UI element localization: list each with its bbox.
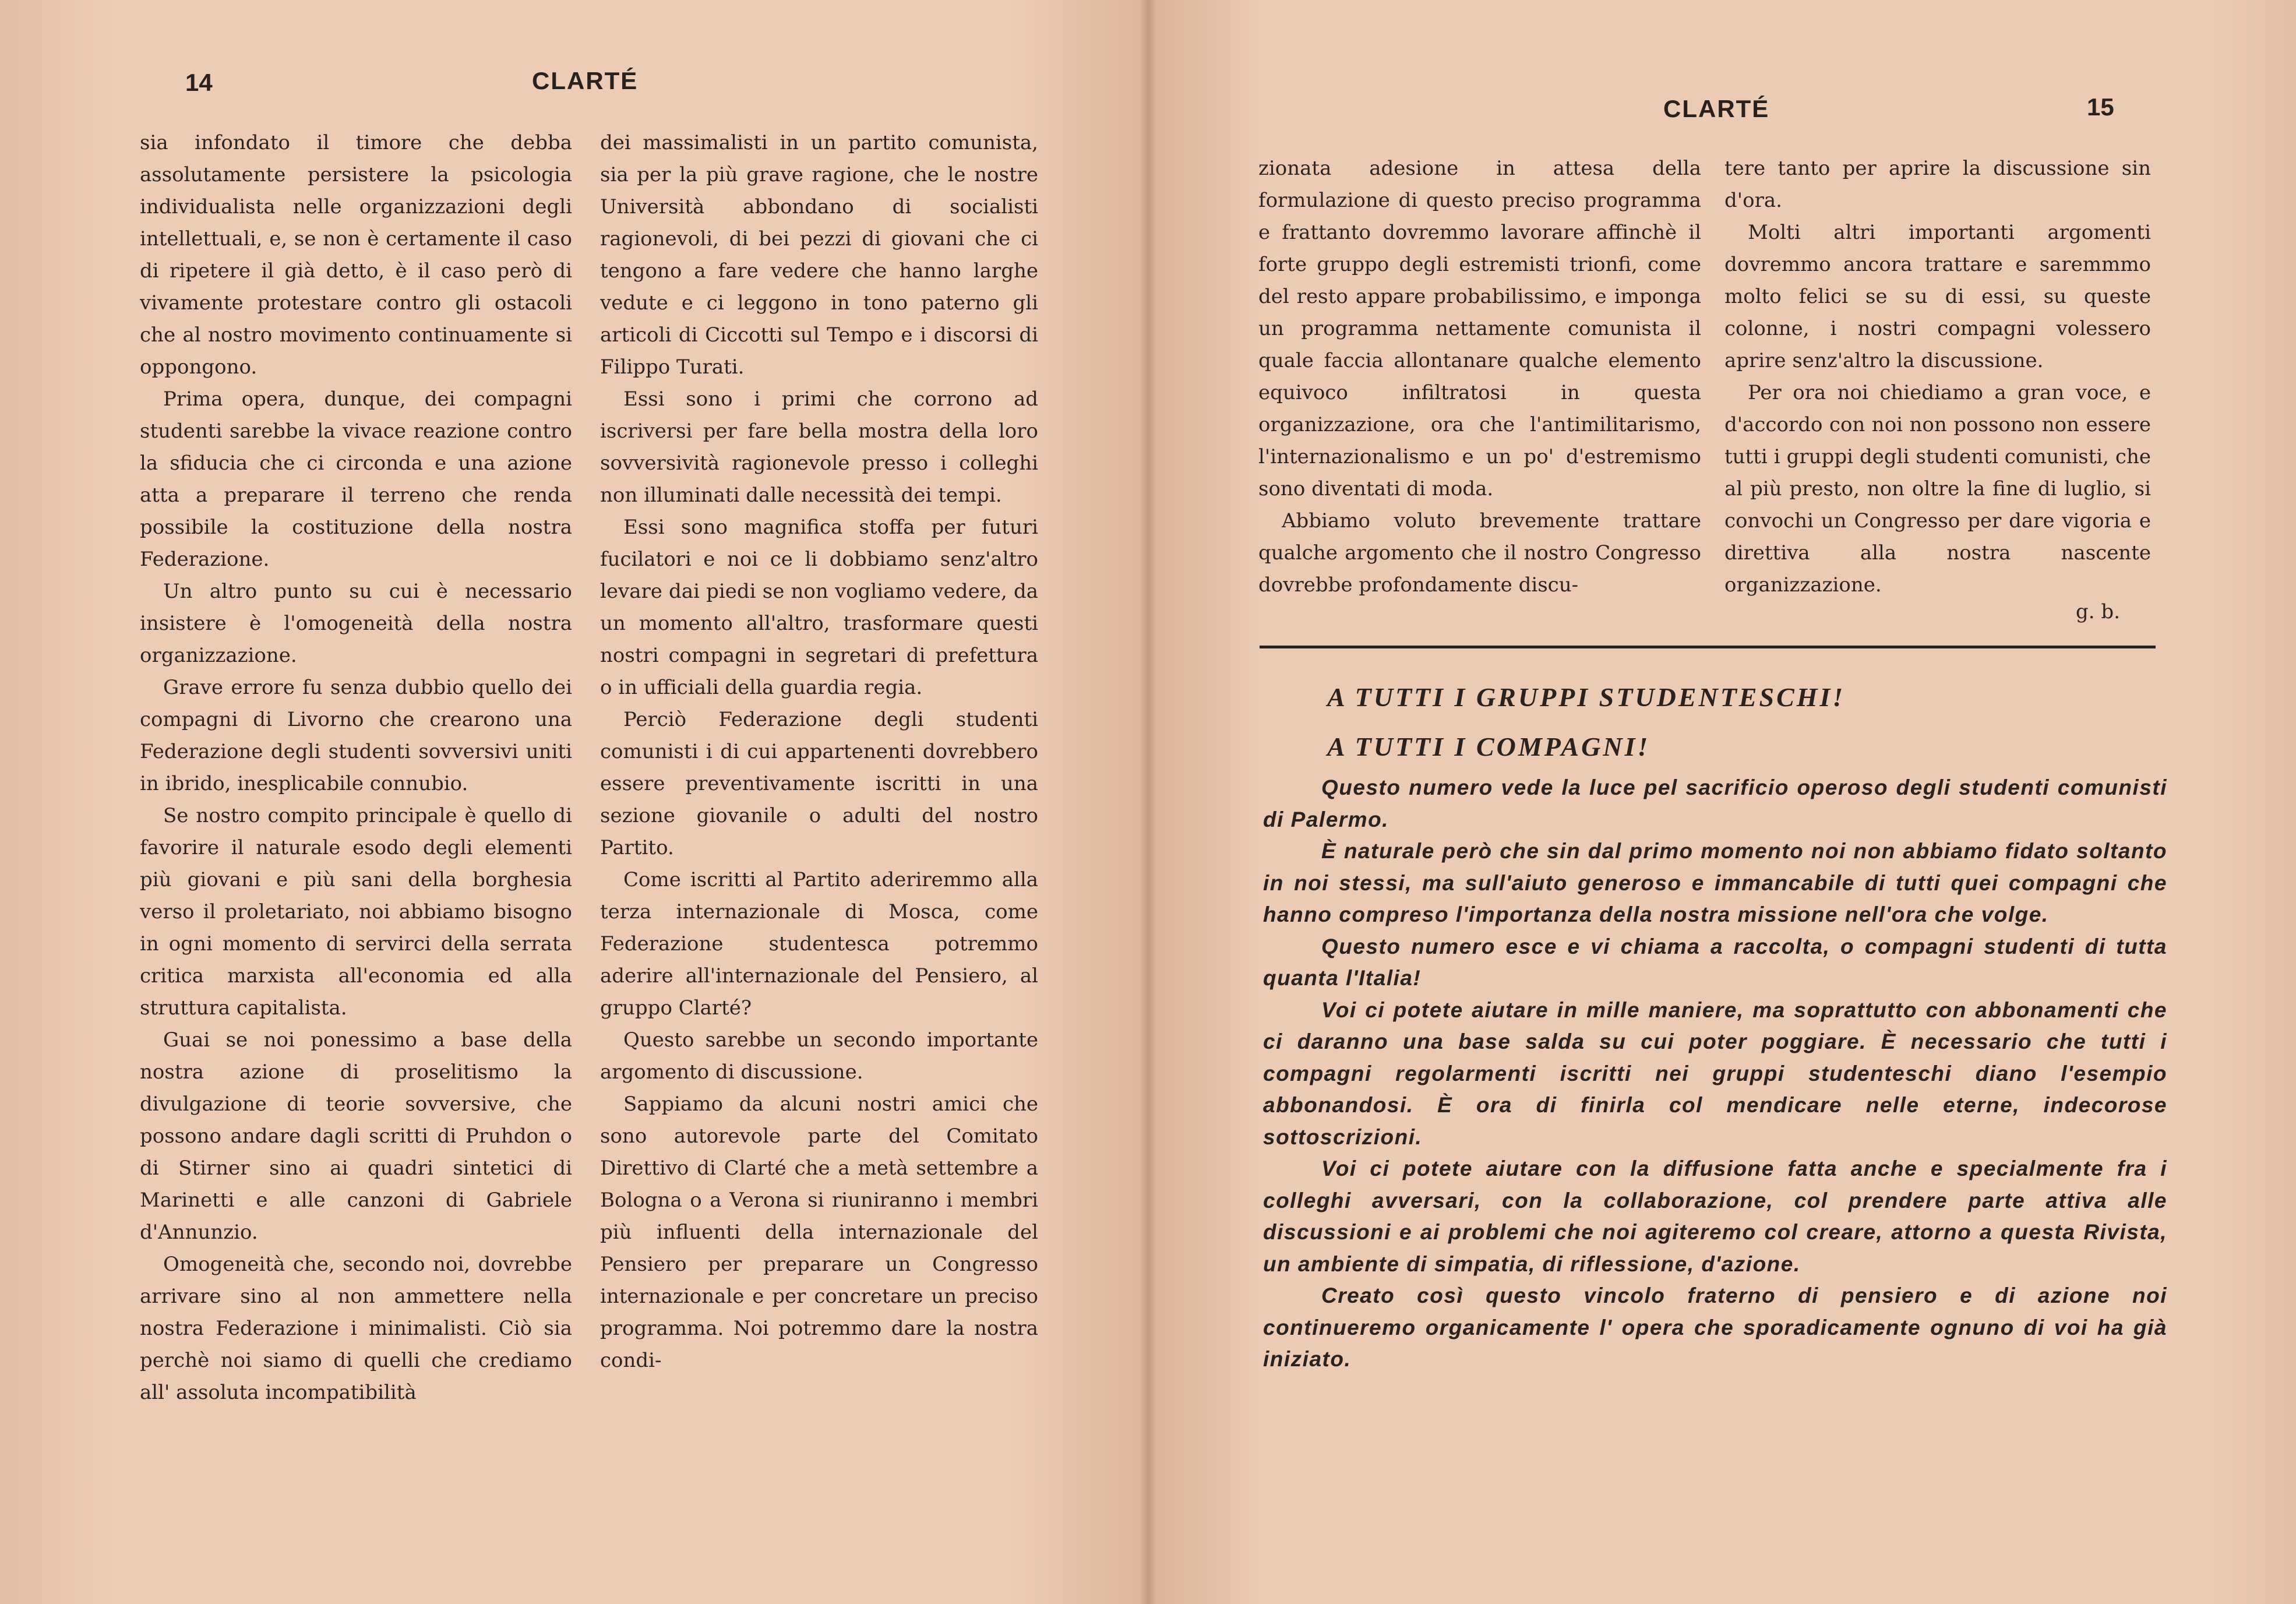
paragraph: Sappiamo da alcuni nostri amici che sono autorevole parte del Comitato Direttivo di Clarté che a metà settembre a Bologna o a Verona si riuniranno i membri più influenti della internazionale del Pensiero per preparare un Congresso internazionale e per concretare un preciso programma. Noi potremmo dare la nostra condi-	[600, 1092, 1038, 1372]
page-number-right: 15	[2087, 93, 2114, 121]
running-header-left: CLARTÉ	[532, 67, 639, 94]
notice-paragraph: Questo numero vede la luce pel sacrificio operoso degli studenti comunisti di Palermo.	[1263, 775, 2167, 831]
author-signature: g. b.	[2076, 600, 2120, 623]
paragraph: Per ora noi chiediamo a gran voce, e d'accordo con noi non possono non essere tutti i gruppi degli studenti comunisti, che al più presto, non oltre la fine di luglio, si convochi un Congresso per dare vigoria e direttiva alla nostra nascente organizzazione.	[1724, 381, 2151, 597]
paragraph: Prima opera, dunque, dei compagni studenti sarebbe la vivace reazione contro la sfiducia che ci circonda e una azione atta a preparare il terreno che renda possibile la costituzione della nostra Federazione.	[140, 387, 572, 571]
section-divider-rule	[1260, 646, 2156, 648]
notice-paragraph: Questo numero esce e vi chiama a raccolta, o compagni studenti di tutta quanta l'Italia!	[1263, 934, 2167, 990]
paragraph: Se nostro compito principale è quello di favorire il naturale esodo degli elementi più giovani e più sani della borghesia verso il proletariato, noi abbiamo bisogno in ogni momento di servirci della serrata critica marxista all'economia ed alla struttura capitalista.	[140, 804, 572, 1020]
notice-paragraph: Creato così questo vincolo fraterno di pensiero e di azione noi continueremo organicamente l' opera che sporadicamente ognuno di voi ha già iniziato.	[1263, 1284, 2167, 1371]
paragraph: tere tanto per aprire la discussione sin d'ora.	[1724, 157, 2151, 212]
notice-paragraph: È naturale però che sin dal primo momento noi non abbiamo fidato soltanto in noi stessi, ma sull'aiuto generoso e immancabile di tutti quei compagni che hanno compreso l'importanza della nostra missione nell'ora che volge.	[1263, 839, 2167, 926]
paragraph: Questo sarebbe un secondo importante argomento di discussione.	[600, 1028, 1038, 1084]
paragraph: Essi sono magnifica stoffa per futuri fucilatori e noi ce li dobbiamo senz'altro levare dai piedi se non vogliamo vedere, da un momento all'altro, trasformare questi nostri compagni in segretari di prefettura o in ufficiali della guardia regia.	[600, 516, 1038, 699]
notice-paragraph: Voi ci potete aiutare in mille maniere, ma soprattutto con abbonamenti che ci daranno una base salda su cui poter poggiare. È necessario che tutti i compagni regolarmenti iscritti nei gruppi studenteschi diano l'esempio abbonandosi. È ora di finirla col mendicare nelle eterne, indecorose sottoscrizioni.	[1263, 997, 2167, 1149]
paragraph: Abbiamo voluto brevemente trattare qualche argomento che il nostro Congresso dovrebbe profondamente discu-	[1258, 509, 1701, 597]
paragraph: Grave errore fu senza dubbio quello dei compagni di Livorno che crearono una Federazione degli studenti sovversivi uniti in ibrido, inesplicabile connubio.	[140, 676, 572, 795]
paragraph: Omogeneità che, secondo noi, dovrebbe arrivare sino al non ammettere nella nostra Federazione i minimalisti. Ciò sia perchè noi siamo di quelli che crediamo all' assoluta incompatibilità	[140, 1253, 572, 1404]
page-number-left: 14	[185, 69, 213, 96]
paragraph: Un altro punto su cui è necessario insistere è l'omogeneità della nostra organizzazione.	[140, 580, 572, 667]
right-page-column-1	[1258, 153, 1701, 601]
right-page-column-2	[1724, 153, 2151, 601]
paragraph: Perciò Federazione degli studenti comunisti i di cui appartenenti dovrebbero essere preventivamente iscritti in una sezione giovanile o adulti del nostro Partito.	[600, 708, 1038, 859]
paragraph: Essi sono i primi che corrono ad iscriversi per fare bella mostra della loro sovversività ragionevole presso i colleghi non illuminati dalle necessità dei tempi.	[600, 387, 1038, 507]
left-page-column-1	[140, 127, 572, 1409]
paragraph: dei massimalisti in un partito comunista, sia per la più grave ragione, che le nostre Università abbondano di socialisti ragionevoli, di bei pezzi di giovani che ci tengono a fare vedere che hanno larghe vedute e ci leggono in tono paterno gli articoli di Ciccotti sul Tempo e i discorsi di Filippo Turati.	[600, 131, 1038, 379]
paragraph: Guai se noi ponessimo a base della nostra azione di proselitismo la divulgazione di teorie sovversive, che possono andare dagli scritti di Pruhdon o di Stirner sino ai quadri sintetici di Marinetti e alle canzoni di Gabriele d'Annunzio.	[140, 1028, 572, 1244]
notice-heading-comrades: A TUTTI I COMPAGNI!	[1327, 732, 1650, 762]
paragraph: Molti altri importanti argomenti dovremmo ancora trattare e saremmmo molto felici se su di essi, su queste colonne, i nostri compagni volessero aprire senz'altro la discussione.	[1724, 221, 2151, 372]
book-gutter-shadow	[1139, 0, 1156, 1604]
notice-heading-groups: A TUTTI I GRUPPI STUDENTESCHI!	[1327, 682, 1846, 712]
paragraph: zionata adesione in attesa della formulazione di questo preciso programma e frattanto dovremmo lavorare affinchè il forte gruppo degli estremisti trionfi, come del resto appare probabilissimo, e imponga un programma nettamente comunista il quale faccia allontanare qualche elemento equivoco infiltratosi in questa organizzazione, ora che l'antimilitarismo, l'internazionalismo e un po' d'estremismo sono diventati di moda.	[1258, 157, 1701, 500]
paragraph: Come iscritti al Partito aderiremmo alla terza internazionale di Mosca, come Federazione studentesca potremmo aderire all'internazionale del Pensiero, al gruppo Clarté?	[600, 868, 1038, 1020]
running-header-right: CLARTÉ	[1663, 95, 1770, 122]
paragraph: sia infondato il timore che debba assolutamente persistere la psicologia individualista nelle organizzazioni degli intellettuali, e, se non è certamente il caso di ripetere il già detto, è il caso però di vivamente protestare contro gli ostacoli che al nostro movimento continuamente si oppongono.	[140, 131, 572, 379]
left-page-column-2	[600, 127, 1038, 1377]
notice-body	[1263, 772, 2167, 1376]
notice-paragraph: Voi ci potete aiutare con la diffusione fatta anche e specialmente fra i colleghi avversari, con la collaborazione, col prendere parte attiva alle discussioni e ai problemi che noi agiteremo col creare, attorno a questa Rivista, un ambiente di simpatia, di riflessione, d'azione.	[1263, 1157, 2167, 1276]
